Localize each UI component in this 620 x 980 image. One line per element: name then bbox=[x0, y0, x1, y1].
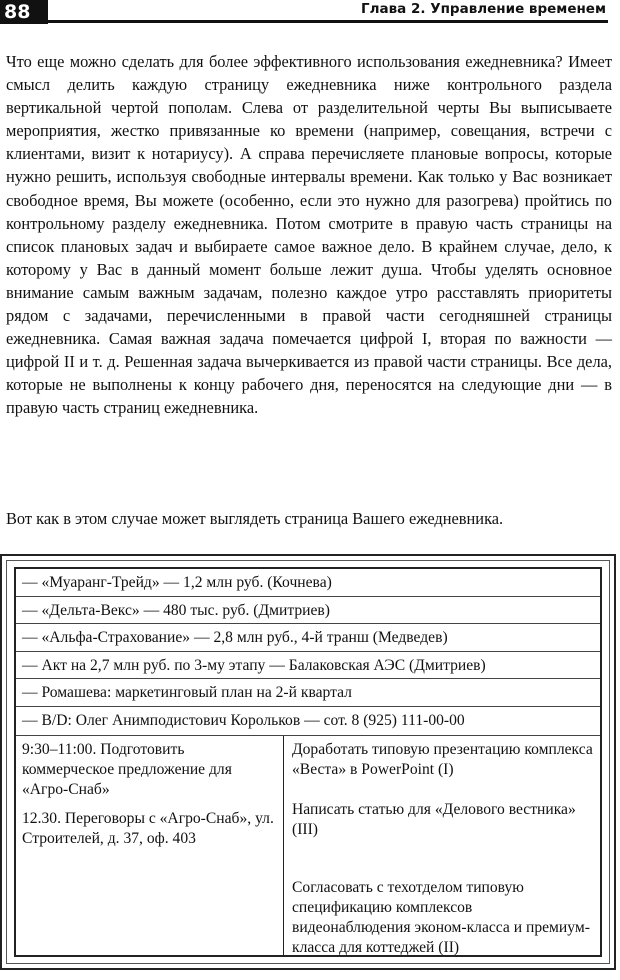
timed-event: 9:30–11:00. Подготовить коммерческое предложение для «Агро-Снаб» bbox=[22, 741, 232, 798]
lead-in-line: Вот как в этом случае может выглядеть страница Вашего ежедневника. bbox=[6, 509, 504, 528]
day-split bbox=[16, 735, 600, 955]
body-paragraph: Что еще можно сделать для более эффективного использования ежедневника? Имеет смысл делить каждую страницу ежедневника ниже контрольного раздела вертикальной чертой пополам. Слева от разделительной черты Вы выписываете мероприятия, жестко привязанные ко времени (например, совещания, встречи с клиентами, визит к нотариусу). А справа перечисляете плановые вопросы, которые нужно решить, используя свободные интервалы времени. Как только у Вас возникает свободное время, Вы можете (особенно, если это нужно для разогрева) пройтись по контрольному разделу ежедневника. Потом смотрите в правую часть страницы на список плановых задач и выбираете самое важное дело. В крайнем случае, дело, к которому у Вас в данный момент больше лежит душа. Чтобы уделять основное внимание самым важным задачам, полезно каждое утро расставлять приоритеты рядом с задачами, перечисленными в правой части сегодняшней страницы ежедневника. Самая важная задача помечается цифрой I, вторая по важности — цифрой II и т. д. Решенная задача вычеркивается из правой части страницы. Все дела, которые не выполнены к концу рабочего дня, переносятся на следующие дни — в правую часть страниц ежедневника. bbox=[6, 52, 612, 418]
control-item: — «Муаранг-Трейд» — 1,2 млн руб. (Кочнева) bbox=[16, 569, 600, 597]
page-number: 88 bbox=[0, 0, 48, 24]
task-item: Написать статью для «Делового вестника» (III) bbox=[292, 801, 576, 838]
control-item: — «Дельта-Векс» — 480 тыс. руб. (Дмитриев) bbox=[16, 597, 600, 625]
control-item: — Акт на 2,7 млн руб. по 3-му этапу — Балаковская АЭС (Дмитриев) bbox=[16, 652, 600, 680]
running-head: Глава 2. Управление временем bbox=[355, 1, 606, 17]
control-item: — Ромашева: маркетинговый план на 2-й квартал bbox=[16, 679, 600, 707]
timed-event: 12.30. Переговоры с «Агро-Снаб», ул. Строителей, д. 37, оф. 403 bbox=[22, 810, 274, 847]
timed-events-column bbox=[16, 736, 284, 955]
task-item: Согласовать с техотделом типовую спецификацию комплексов видеонаблюдения эконом-класса и премиум-класса для коттеджей (II) bbox=[292, 879, 590, 956]
tasks-column bbox=[284, 736, 600, 955]
control-item: — «Альфа-Страхование» — 2,8 млн руб., 4-й транш (Медведев) bbox=[16, 624, 600, 652]
header-rule bbox=[48, 20, 608, 23]
planner-page bbox=[14, 567, 602, 957]
control-item: — B/D: Олег Анимподистович Корольков — сот. 8 (925) 111-00-00 bbox=[22, 711, 465, 729]
task-item: Доработать типовую презентацию комплекса «Веста» в PowerPoint (I) bbox=[292, 741, 593, 778]
control-section bbox=[16, 569, 600, 735]
